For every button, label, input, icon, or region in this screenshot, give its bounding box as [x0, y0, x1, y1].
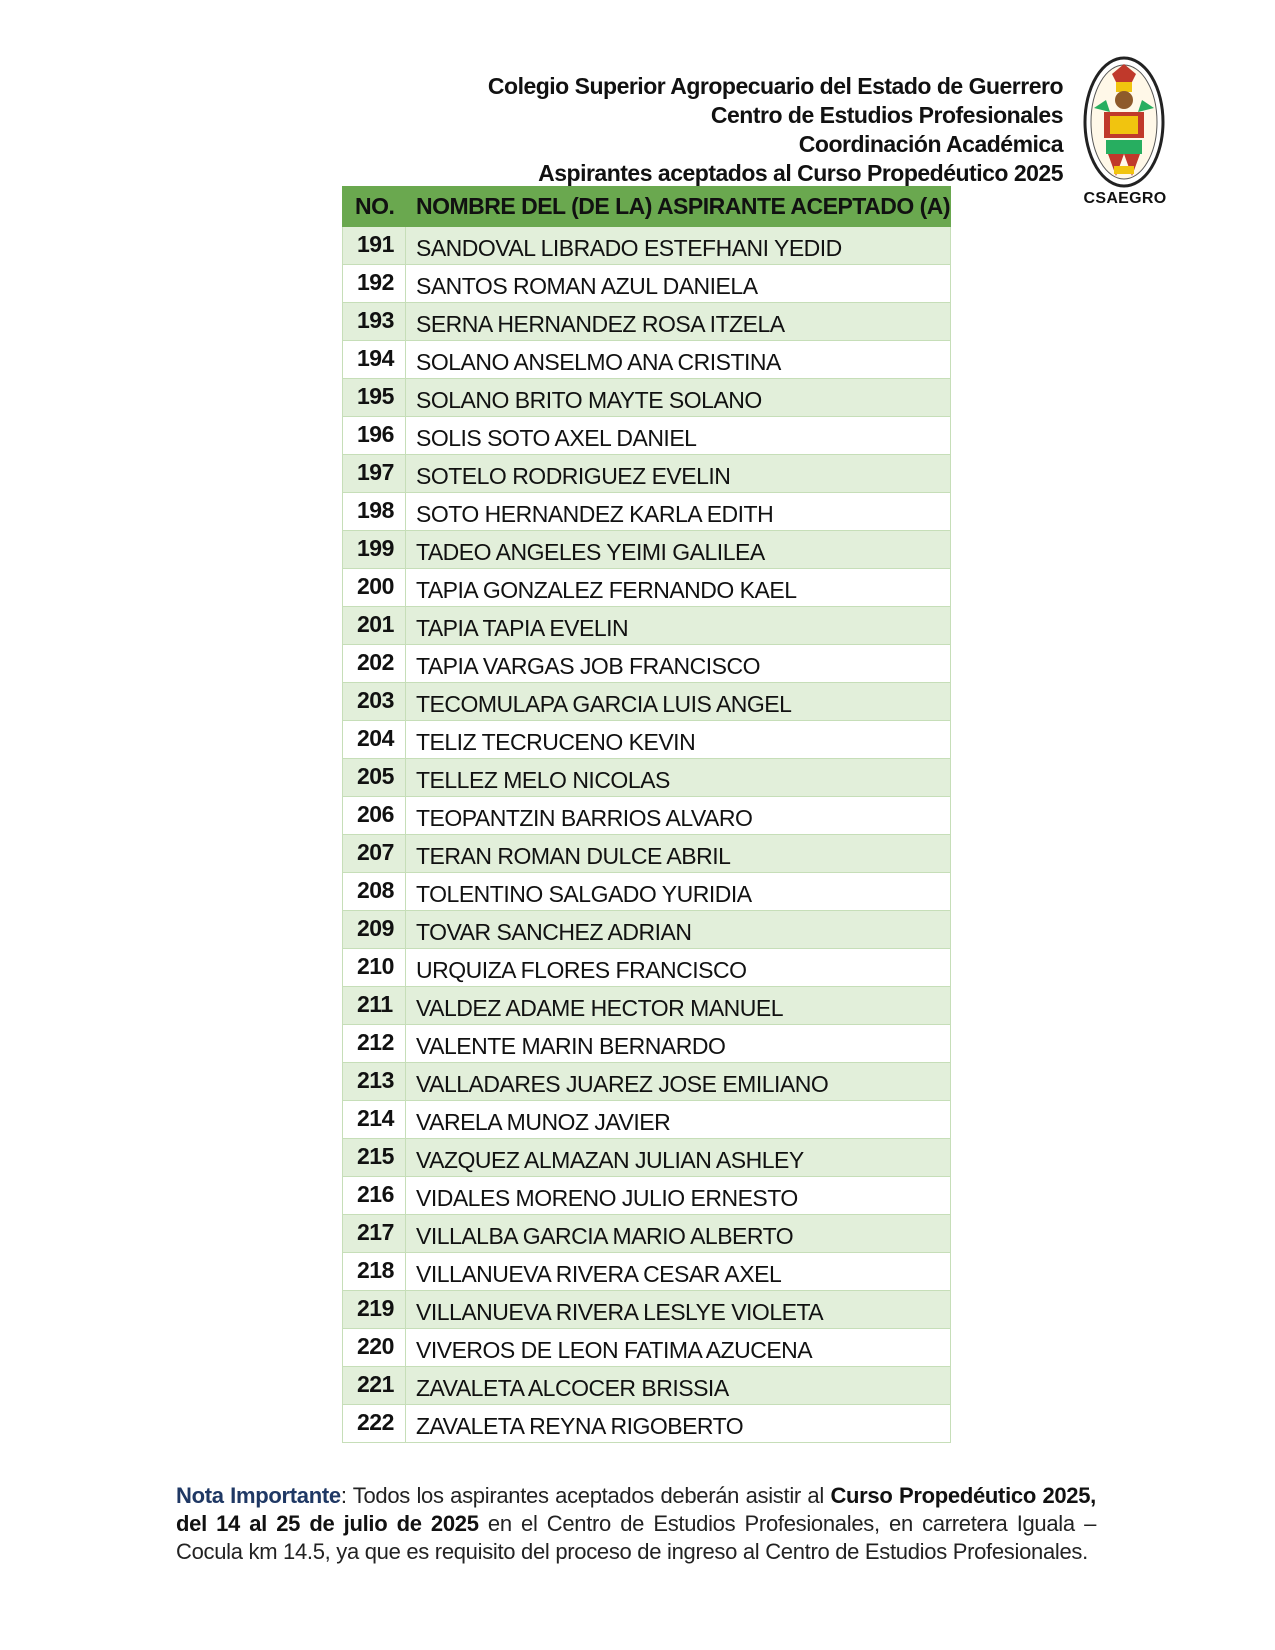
note-text-2: en el Centro de Estudios Profesionales, en carretera Iguala – Cocula km 14.5, ya que es requisito del proceso de ingreso al Centro de Estudios Profesionales. [176, 1511, 1097, 1564]
row-number: 192 [343, 265, 406, 303]
applicant-name: SOTO HERNANDEZ KARLA EDITH [406, 493, 951, 531]
row-number: 195 [343, 379, 406, 417]
table-row [343, 873, 951, 911]
applicant-name: TAPIA TAPIA EVELIN [406, 607, 951, 645]
applicant-name: VILLANUEVA RIVERA CESAR AXEL [406, 1253, 951, 1291]
table-row [343, 341, 951, 379]
row-number: 212 [343, 1025, 406, 1063]
row-number: 194 [343, 341, 406, 379]
applicant-name: TOLENTINO SALGADO YURIDIA [406, 873, 951, 911]
table-row [343, 645, 951, 683]
applicant-name: TAPIA VARGAS JOB FRANCISCO [406, 645, 951, 683]
header-center: Centro de Estudios Profesionales [710, 102, 1063, 128]
table-row [343, 1063, 951, 1101]
table-row [343, 1291, 951, 1329]
applicant-name: VIDALES MORENO JULIO ERNESTO [406, 1177, 951, 1215]
table-row [343, 1177, 951, 1215]
applicant-name: TERAN ROMAN DULCE ABRIL [406, 835, 951, 873]
row-number: 201 [343, 607, 406, 645]
applicant-name: SOLANO ANSELMO ANA CRISTINA [406, 341, 951, 379]
row-number: 210 [343, 949, 406, 987]
table-row [343, 227, 951, 265]
table-row [343, 379, 951, 417]
table-row [343, 1253, 951, 1291]
row-number: 196 [343, 417, 406, 455]
table-row [343, 455, 951, 493]
header-coordination: Coordinación Académica [798, 131, 1063, 157]
table-row [343, 1101, 951, 1139]
applicant-name: URQUIZA FLORES FRANCISCO [406, 949, 951, 987]
table-row [343, 797, 951, 835]
table-row [343, 1405, 951, 1443]
table-row [343, 1215, 951, 1253]
note-label: Nota Importante [176, 1483, 341, 1508]
table-row [343, 683, 951, 721]
applicant-name: SOLANO BRITO MAYTE SOLANO [406, 379, 951, 417]
note-colon: : [340, 1483, 353, 1508]
accepted-applicants-table [342, 186, 951, 1443]
applicant-name: TADEO ANGELES YEIMI GALILEA [406, 531, 951, 569]
table-row [343, 835, 951, 873]
table-row [343, 493, 951, 531]
row-number: 191 [343, 227, 406, 265]
applicant-name: VILLANUEVA RIVERA LESLYE VIOLETA [406, 1291, 951, 1329]
table-header-row [343, 187, 951, 227]
row-number: 222 [343, 1405, 406, 1443]
header-list-title: Aspirantes aceptados al Curso Propedéutico 2025 [538, 160, 1063, 186]
table-row [343, 1367, 951, 1405]
table-row [343, 1139, 951, 1177]
row-number: 198 [343, 493, 406, 531]
table-body [343, 227, 951, 1443]
row-number: 219 [343, 1291, 406, 1329]
applicant-name: VALLADARES JUAREZ JOSE EMILIANO [406, 1063, 951, 1101]
row-number: 197 [343, 455, 406, 493]
applicant-name: VALDEZ ADAME HECTOR MANUEL [406, 987, 951, 1025]
document-header [488, 72, 1063, 188]
row-number: 221 [343, 1367, 406, 1405]
note-text-1: Todos los aspirantes aceptados deberán asistir al [352, 1483, 831, 1508]
table-row [343, 607, 951, 645]
table-row [343, 1025, 951, 1063]
csaegro-seal-icon [1082, 54, 1166, 210]
row-number: 202 [343, 645, 406, 683]
applicant-name: SANDOVAL LIBRADO ESTEFHANI YEDID [406, 227, 951, 265]
row-number: 203 [343, 683, 406, 721]
applicant-name: ZAVALETA REYNA RIGOBERTO [406, 1405, 951, 1443]
table-row [343, 1329, 951, 1367]
row-number: 214 [343, 1101, 406, 1139]
table-row [343, 721, 951, 759]
applicant-name: TELIZ TECRUCENO KEVIN [406, 721, 951, 759]
table-row [343, 417, 951, 455]
row-number: 208 [343, 873, 406, 911]
applicant-name: TOVAR SANCHEZ ADRIAN [406, 911, 951, 949]
applicant-name: SANTOS ROMAN AZUL DANIELA [406, 265, 951, 303]
applicant-name: TAPIA GONZALEZ FERNANDO KAEL [406, 569, 951, 607]
row-number: 215 [343, 1139, 406, 1177]
column-header-no: NO. [343, 187, 406, 227]
row-number: 220 [343, 1329, 406, 1367]
table-row [343, 531, 951, 569]
row-number: 209 [343, 911, 406, 949]
row-number: 216 [343, 1177, 406, 1215]
applicant-name: SERNA HERNANDEZ ROSA ITZELA [406, 303, 951, 341]
table-row [343, 265, 951, 303]
table-row [343, 569, 951, 607]
applicant-name: TELLEZ MELO NICOLAS [406, 759, 951, 797]
table-row [343, 911, 951, 949]
applicant-name: SOTELO RODRIGUEZ EVELIN [406, 455, 951, 493]
row-number: 205 [343, 759, 406, 797]
applicant-name: VILLALBA GARCIA MARIO ALBERTO [406, 1215, 951, 1253]
header-institution: Colegio Superior Agropecuario del Estado de Guerrero [487, 73, 1063, 99]
applicant-name: TEOPANTZIN BARRIOS ALVARO [406, 797, 951, 835]
row-number: 199 [343, 531, 406, 569]
table-row [343, 759, 951, 797]
row-number: 206 [343, 797, 406, 835]
applicant-name: VAZQUEZ ALMAZAN JULIAN ASHLEY [406, 1139, 951, 1177]
row-number: 217 [343, 1215, 406, 1253]
row-number: 218 [343, 1253, 406, 1291]
important-note [176, 1482, 1096, 1566]
logo-label: CSAEGRO [1083, 190, 1167, 207]
applicant-name: VARELA MUNOZ JAVIER [406, 1101, 951, 1139]
row-number: 193 [343, 303, 406, 341]
row-number: 207 [343, 835, 406, 873]
applicant-name: TECOMULAPA GARCIA LUIS ANGEL [406, 683, 951, 721]
row-number: 204 [343, 721, 406, 759]
applicant-name: VIVEROS DE LEON FATIMA AZUCENA [406, 1329, 951, 1367]
table-row [343, 949, 951, 987]
table-row [343, 303, 951, 341]
table-row [343, 987, 951, 1025]
row-number: 213 [343, 1063, 406, 1101]
applicant-name: VALENTE MARIN BERNARDO [406, 1025, 951, 1063]
applicant-name: SOLIS SOTO AXEL DANIEL [406, 417, 951, 455]
row-number: 200 [343, 569, 406, 607]
note-course-dates: Curso Propedéutico 2025, del 14 al 25 de julio de 2025 [176, 1483, 1096, 1536]
column-header-name: NOMBRE DEL (DE LA) ASPIRANTE ACEPTADO (A) [406, 187, 951, 227]
applicant-name: ZAVALETA ALCOCER BRISSIA [406, 1367, 951, 1405]
row-number: 211 [343, 987, 406, 1025]
